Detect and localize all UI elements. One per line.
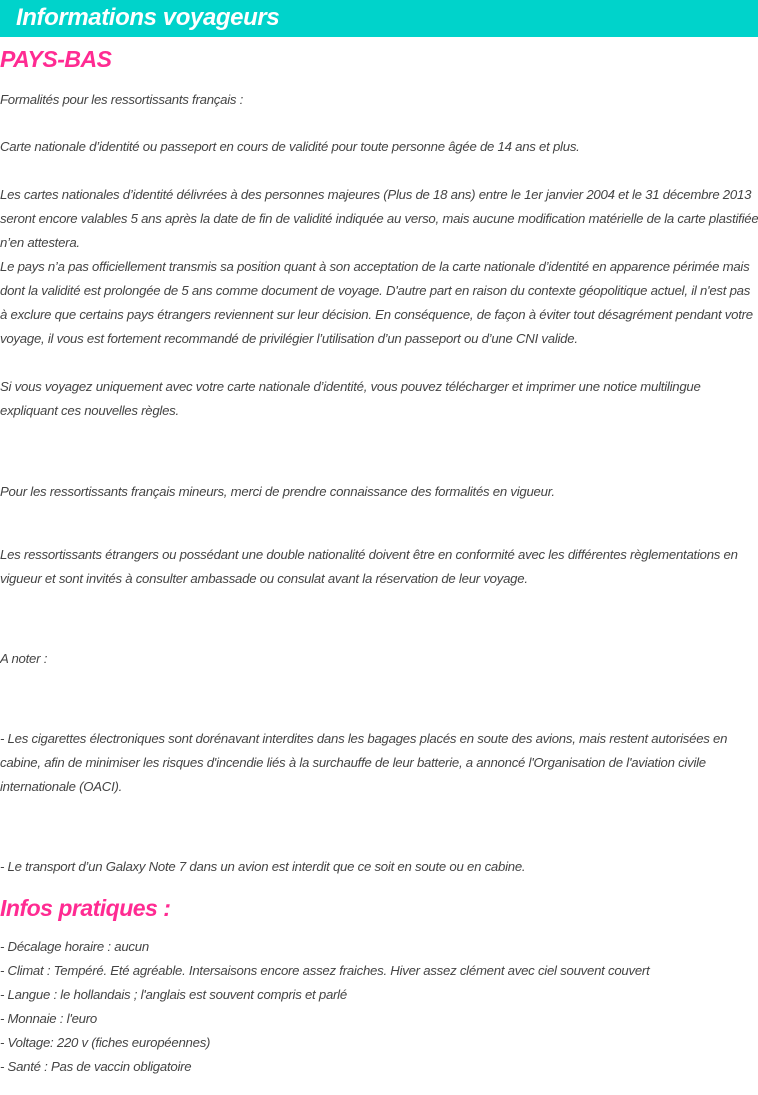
carte-text: Carte nationale d’identité ou passeport en cours de validité pour toute personne âgée de 14 ans et plus. (0, 139, 580, 154)
cartes-majeures-text: Les cartes nationales d’identité délivrées à des personnes majeures (Plus de 18 ans) entre le 1er janvier 2004 et le 31 décembre 2013 seront encore valables 5 ans après la date de fin de validité indiquée au verso, mais aucune modification matérielle de la carte plastifiée n’en attestera. (0, 187, 758, 250)
list-item: - Monnaie : l'euro (0, 1011, 97, 1026)
infos-list (0, 935, 758, 1079)
page-title: Informations voyageurs (16, 4, 280, 31)
notice-text: Si vous voyagez uniquement avec votre carte nationale d’identité, vous pouvez télécharger et imprimer une notice multilingue expliquant ces nouvelles règles. (0, 379, 701, 418)
cigarettes-text: - Les cigarettes électroniques sont dorénavant interdites dans les bagages placés en soute des avions, mais restent autorisées en cabine, afin de minimiser les risques d'incendie liés à la surchauffe de leur batterie, a annoncé l'Organisation de l'aviation civile internationale (OACI). (0, 731, 728, 794)
list-item: - Santé : Pas de vaccin obligatoire (0, 1059, 192, 1074)
header-bar (0, 0, 758, 37)
list-item: - Langue : le hollandais ; l'anglais est souvent compris et parlé (0, 987, 347, 1002)
infos-pratiques-heading: Infos pratiques : (0, 895, 171, 921)
mineurs-text: Pour les ressortissants français mineurs, merci de prendre connaissance des formalités en vigueur. (0, 484, 555, 499)
galaxy-text: - Le transport d’un Galaxy Note 7 dans un avion est interdit que ce soit en soute ou en cabine. (0, 859, 526, 874)
country-heading: PAYS-BAS (0, 46, 112, 72)
list-item: - Climat : Tempéré. Eté agréable. Intersaisons encore assez fraiches. Hiver assez clément avec ciel souvent couvert (0, 963, 650, 978)
position-text: Le pays n’a pas officiellement transmis sa position quant à son acceptation de la carte nationale d’identité en apparence périmée mais dont la validité est prolongée de 5 ans comme document de voyage. D'autre part en raison du contexte géopolitique actuel, il n'est pas à exclure que certains pays étrangers reviennent sur leur décision. En conséquence, de façon à éviter tout désagrément pendant votre voyage, il vous est fortement recommandé de privilégier l’utilisation d’un passeport ou d’une CNI valide. (0, 259, 753, 346)
etrangers-text: Les ressortissants étrangers ou possédant une double nationalité doivent être en conformité avec les différentes règlementations en vigueur et sont invités à consulter ambassade ou consulat avant la réservation de leur voyage. (0, 547, 738, 586)
list-item: - Décalage horaire : aucun (0, 939, 149, 954)
formalites-text: Formalités pour les ressortissants français : (0, 92, 244, 107)
list-item: - Voltage: 220 v (fiches européennes) (0, 1035, 211, 1050)
a-noter-label: A noter : (0, 651, 48, 666)
